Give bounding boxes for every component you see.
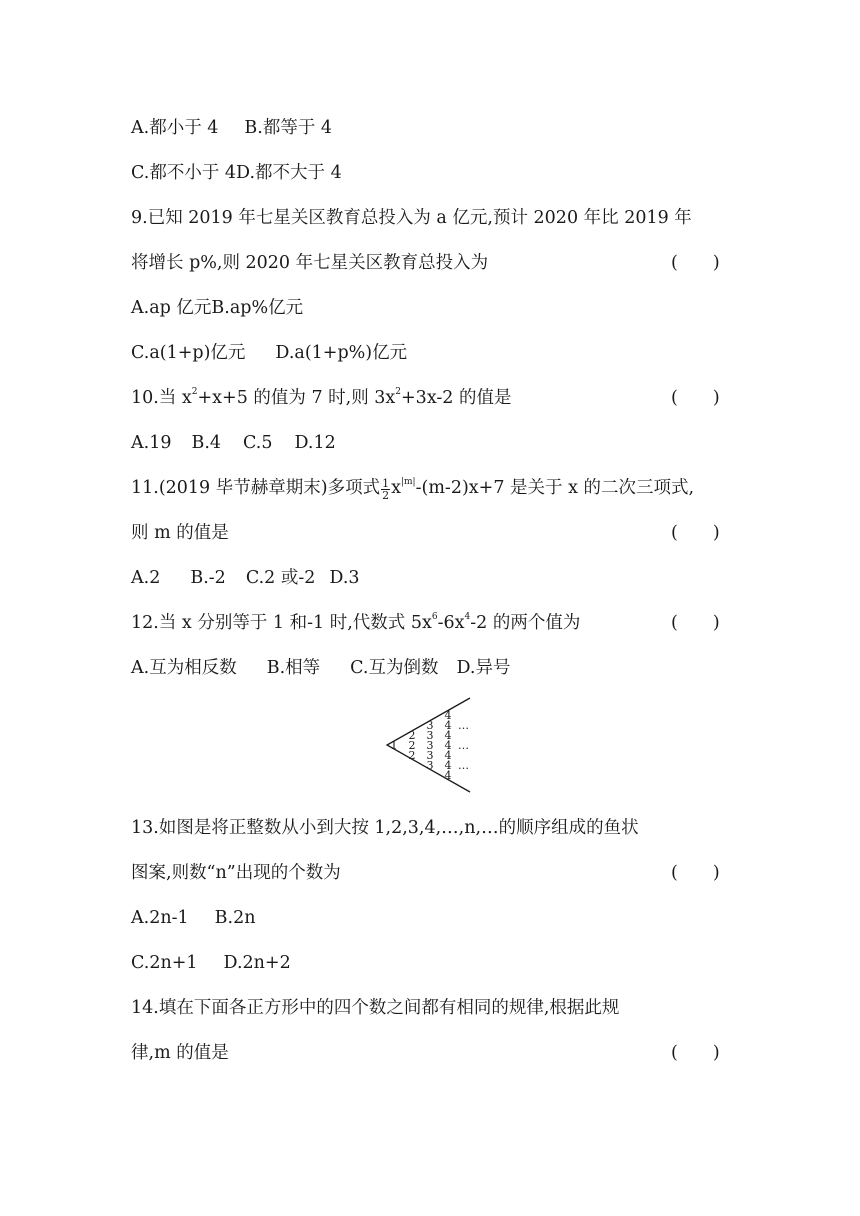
q9-options-row2: [131, 341, 407, 365]
q13-options-row2: [131, 951, 291, 975]
q11-fraction-denominator: 2: [382, 489, 390, 502]
q11-option-b: B.-2: [190, 568, 226, 588]
q10-options: [131, 431, 336, 455]
fish-number-2-2: 2: [408, 739, 416, 752]
q11-stem-part3: -(m-2)x+7 是关于 x 的二次三项式,: [415, 478, 695, 498]
q11-answer-bracket: ( ): [671, 523, 720, 543]
q11-fraction: [381, 478, 390, 501]
q10-stem-part1: 10.当 x: [131, 388, 192, 408]
q14-stem-line1: 14.填在下面各正方形中的四个数之间都有相同的规律,根据此规: [131, 998, 620, 1018]
q9-option-b: B.ap%亿元: [211, 298, 304, 318]
q10-exponent-2: 2: [395, 387, 402, 397]
fish-numbers: [391, 709, 470, 782]
fish-number-4-6: 4: [444, 759, 452, 772]
q12-options: [131, 656, 510, 680]
fish-number-4-7: 4: [444, 769, 452, 782]
q10-option-d: D.12: [294, 433, 336, 453]
fish-number-4-2: 4: [444, 719, 452, 732]
q9-option-c: C.a(1+p)亿元: [131, 343, 246, 363]
q8-option-d: D.都不大于 4: [236, 163, 342, 183]
q11-stem-part2: x: [391, 478, 401, 498]
q11-fraction-numerator: 1: [382, 477, 390, 490]
q8-option-c: C.都不小于 4: [131, 163, 237, 183]
q10-stem-part2: +x+5 的值为 7 时,则 3x: [197, 388, 396, 408]
fish-ellipsis-3: …: [458, 759, 469, 772]
fish-number-3-2: 3: [426, 729, 434, 742]
q8-option-a: A.都小于 4: [131, 118, 219, 138]
q12-option-c: C.互为倒数: [350, 658, 439, 678]
q8-options-row1: [131, 116, 332, 140]
q12-stem-part3: -2 的两个值为: [470, 613, 581, 633]
q12-exponent-2: 4: [464, 612, 471, 622]
q13-option-d: D.2n+2: [223, 953, 291, 973]
q10-stem-part3: +3x-2 的值是: [401, 388, 512, 408]
q10-exponent-1: 2: [191, 387, 198, 397]
q12-stem-part2: -6x: [437, 613, 465, 633]
q11-stem-line2: 则 m 的值是: [131, 523, 229, 543]
q12-stem: [131, 611, 580, 635]
q11-stem-part1: 11.(2019 毕节赫章期末)多项式: [131, 478, 381, 498]
fish-number-pattern-figure: [384, 696, 484, 796]
q11-stem-line1: [131, 476, 694, 501]
q11-exponent: |m|: [400, 477, 416, 487]
fish-ellipsis-2: …: [458, 739, 469, 752]
q12-option-b: B.相等: [266, 658, 321, 678]
q8-option-b: B.都等于 4: [244, 118, 333, 138]
q9-options-row1: [131, 296, 303, 320]
q13-stem-line1: 13.如图是将正整数从小到大按 1,2,3,4,…,n,…的顺序组成的鱼状: [131, 818, 639, 838]
q13-option-a: A.2n-1: [131, 908, 189, 928]
q12-stem-part1: 12.当 x 分别等于 1 和-1 时,代数式 5x: [131, 613, 432, 633]
fish-number-3-1: 3: [426, 719, 434, 732]
q10-option-c: C.5: [243, 433, 273, 453]
q14-stem-line2: 律,m 的值是: [131, 1043, 229, 1063]
q12-answer-bracket: ( ): [671, 613, 720, 633]
q11-options: [131, 566, 360, 590]
fish-number-4-3: 4: [444, 729, 452, 742]
q12-exponent-1: 6: [431, 612, 438, 622]
q13-options-row1: [131, 906, 255, 930]
fish-number-4-5: 4: [444, 749, 452, 762]
q12-option-d: D.异号: [456, 658, 511, 678]
q13-option-b: B.2n: [214, 908, 256, 928]
fish-number-3-3: 3: [426, 739, 434, 752]
q10-answer-bracket: ( ): [671, 388, 720, 408]
fish-number-3-5: 3: [426, 759, 434, 772]
q9-stem-line1: 9.已知 2019 年七星关区教育总投入为 a 亿元,预计 2020 年比 2019 年: [131, 208, 692, 228]
q9-stem-line2: 将增长 p%,则 2020 年七星关区教育总投入为: [131, 253, 489, 273]
q11-option-a: A.2: [131, 568, 161, 588]
q11-option-d: D.3: [329, 568, 360, 588]
q10-option-b: B.4: [191, 433, 222, 453]
fish-number-2-1: 2: [408, 729, 416, 742]
q12-option-a: A.互为相反数: [131, 658, 237, 678]
q11-option-c: C.2 或-2: [245, 568, 316, 588]
q13-option-c: C.2n+1: [131, 953, 198, 973]
q8-options-row2: [131, 161, 342, 185]
q13-stem-line2: 图案,则数“n”出现的个数为: [131, 863, 341, 883]
fish-number-4-1: 4: [444, 709, 452, 722]
q13-answer-bracket: ( ): [671, 863, 720, 883]
q14-answer-bracket: ( ): [671, 1043, 720, 1063]
q9-option-a: A.ap 亿元: [131, 298, 212, 318]
q10-stem: [131, 386, 511, 410]
q9-option-d: D.a(1+p%)亿元: [275, 343, 408, 363]
fish-ellipsis-1: …: [458, 719, 469, 732]
fish-number-3-4: 3: [426, 749, 434, 762]
q9-answer-bracket: ( ): [671, 253, 720, 273]
q10-option-a: A.19: [131, 433, 172, 453]
fish-number-2-3: 2: [408, 749, 416, 762]
fish-number-4-4: 4: [444, 739, 452, 752]
fish-number-1-1: 1: [390, 739, 398, 752]
